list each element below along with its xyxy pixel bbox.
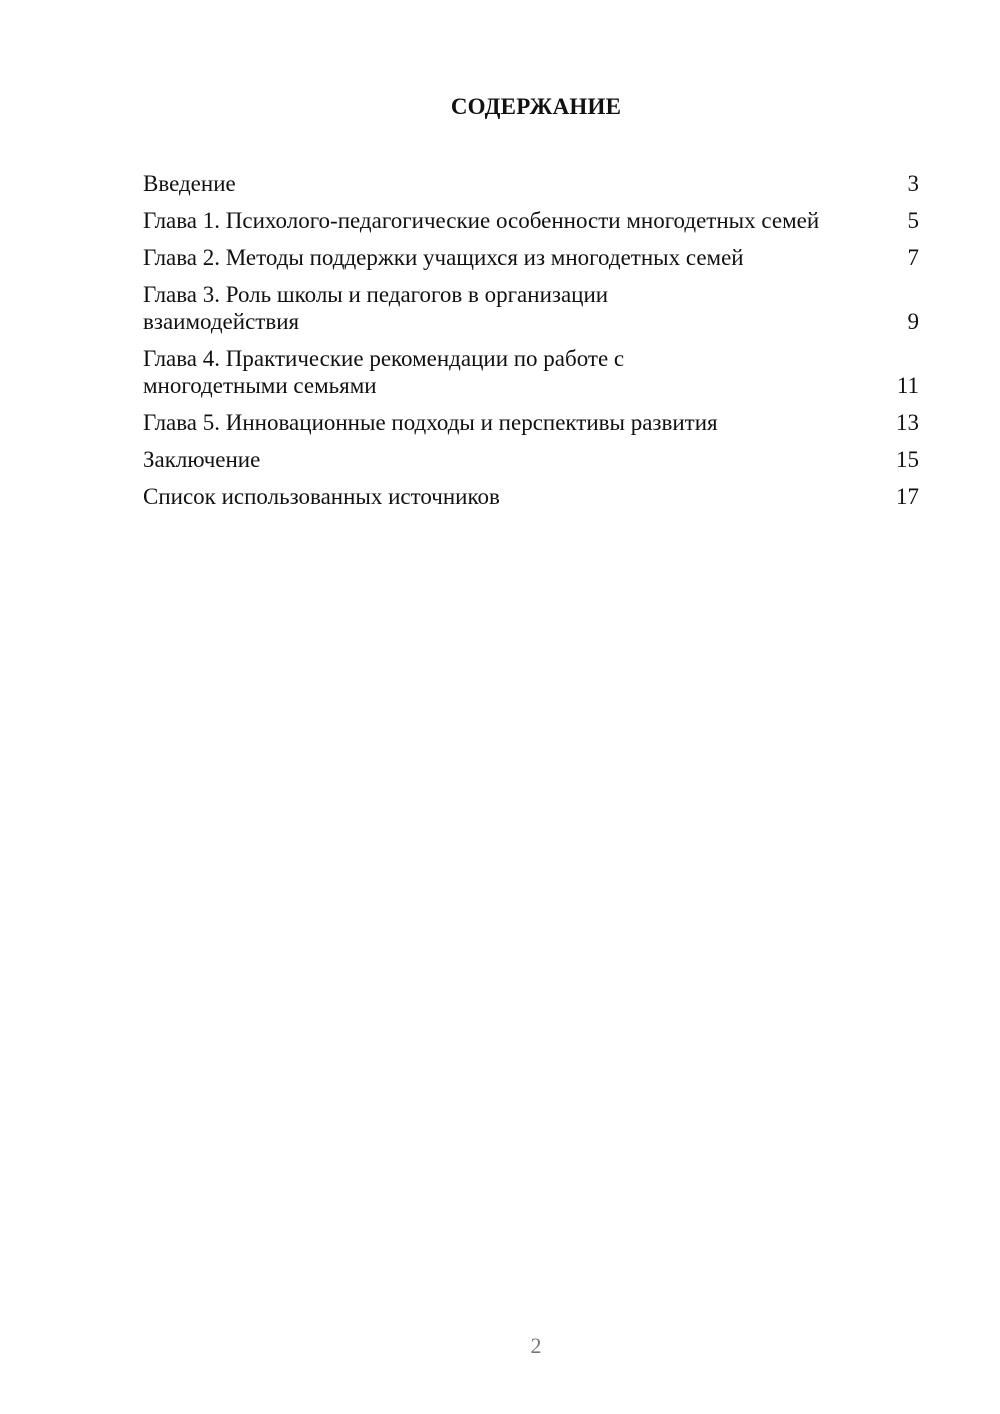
toc-entry-page-number: 7 (907, 245, 919, 270)
toc-entry-page-number: 13 (896, 410, 919, 435)
toc-entry-chapter-4 (143, 345, 919, 399)
toc-entry-page-number: 15 (896, 447, 919, 472)
toc-entry-label: Список использованных источников (143, 484, 500, 509)
toc-entry-page-number: 5 (907, 208, 919, 233)
toc-entry-page-number: 9 (907, 309, 919, 334)
toc-entry-chapter-3 (143, 281, 919, 335)
toc-entry-chapter-1 (143, 207, 919, 234)
toc-entry-page-number: 17 (896, 484, 919, 509)
toc-entry-label: Глава 2. Методы поддержки учащихся из многодетных семей (143, 245, 744, 270)
toc-entry-page-number: 3 (907, 171, 919, 196)
toc-entry-page-number: 11 (896, 373, 919, 398)
toc-entry-references (143, 483, 919, 510)
toc-entry-label: Введение (143, 171, 236, 196)
toc-entry-label: Глава 5. Инновационные подходы и перспективы развития (143, 410, 718, 435)
toc-entry-label: Глава 4. Практические рекомендации по работе с многодетными семьями (143, 346, 625, 398)
page-number: 2 (530, 1333, 542, 1358)
toc-entry-introduction (143, 170, 919, 197)
toc-entry-label: Глава 3. Роль школы и педагогов в организации взаимодействия (143, 282, 609, 334)
table-of-contents (143, 170, 919, 520)
page-title: СОДЕРЖАНИЕ (450, 94, 622, 119)
toc-entry-chapter-2 (143, 244, 919, 271)
toc-entry-conclusion (143, 446, 919, 473)
toc-entry-label: Заключение (143, 447, 261, 472)
toc-entry-label: Глава 1. Психолого-педагогические особенности многодетных семей (143, 208, 820, 233)
toc-entry-chapter-5 (143, 409, 919, 436)
